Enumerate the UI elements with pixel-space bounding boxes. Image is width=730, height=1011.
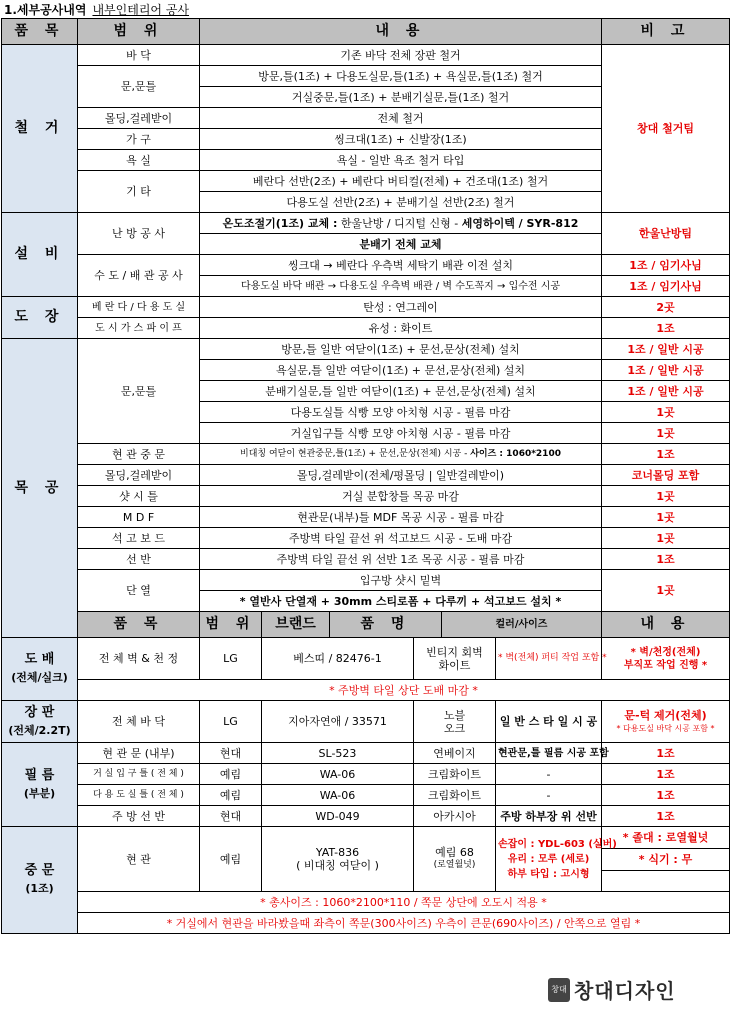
content-cell: 일 반 스 타 일 시 공 <box>496 701 602 743</box>
scope-cell: 전 체 바 닥 <box>78 701 200 743</box>
heating-model: 세영하이텍 / SYR-812 <box>461 216 579 230</box>
wallpaper-extra-row <box>2 680 730 701</box>
color-line: 빈티지 회벽 <box>426 645 483 659</box>
content-line: 유리 : 모루 (세로) <box>507 853 590 865</box>
brand-cell: 현대 <box>200 743 262 764</box>
header-item: 품 목 <box>2 19 78 45</box>
product-cell <box>262 827 414 892</box>
product-line: ( 비대칭 여닫이 ) <box>296 859 379 872</box>
brand-cell: LG <box>200 701 262 743</box>
film-row <box>2 785 730 806</box>
heating-label: 온도조절기(1조) 교체 : <box>222 216 338 230</box>
entrance-size: 사이즈 : 1060*2100 <box>470 448 561 459</box>
content-cell: 탄성 : 연그레이 <box>200 297 602 318</box>
content-cell: 거실입구틀 식빵 모양 아치형 시공 - 필름 마감 <box>200 423 602 444</box>
product-line: YAT-836 <box>315 846 360 859</box>
note-cell: 1조 / 임기사님 <box>602 276 730 297</box>
color-cell <box>414 701 496 743</box>
note-cell: 창대 철거팀 <box>602 45 730 213</box>
note-cell: 1곳 <box>602 486 730 507</box>
content-cell: 베란다 선반(2조) + 베란다 버티컬(전체) + 건조대(1조) 철거 <box>200 171 602 192</box>
content-cell: 기존 바닥 전체 장판 철거 <box>200 45 602 66</box>
color-cell: 연베이지 <box>414 743 496 764</box>
header-brand: 브랜드 <box>262 612 330 638</box>
scope-cell: 거 실 입 구 틀 ( 전 체 ) <box>78 764 200 785</box>
note-cell: 1조 / 임기사님 <box>602 255 730 276</box>
note-cell: 1곳 <box>602 423 730 444</box>
color-cell: 크림화이트 <box>414 785 496 806</box>
content-cell: * 열반사 단열재 + 30mm 스티로폼 + 다루끼 + 석고보드 설치 * <box>200 591 602 612</box>
brand-cell: 현대 <box>200 806 262 827</box>
note-cell: 1조 <box>602 318 730 339</box>
content-line: 손잡이 : YDL-603 (실버) <box>498 838 617 850</box>
middledoor-extra: * 총사이즈 : 1060*2100*110 / 쪽문 상단에 오도시 적용 * <box>78 892 730 913</box>
product-cell: WA-06 <box>262 785 414 806</box>
category-film <box>2 743 78 827</box>
category-wallpaper <box>2 638 78 701</box>
content-cell: 분배기 전체 교체 <box>200 234 602 255</box>
content-cell: 씽크대 → 베란다 우측벽 세탁기 배관 이전 설치 <box>200 255 602 276</box>
carpentry-row <box>2 528 730 549</box>
middledoor-cat-name: 중 문 <box>24 863 55 878</box>
content-cell: 방문,틀 일반 여닫이(1조) + 문선,문상(전체) 설치 <box>200 339 602 360</box>
entrance-detail: 비대칭 여닫이 현관중문,틀(1조) + 문선,문상(전체) 시공 - <box>240 448 471 459</box>
logo-text: 창대디자인 <box>574 979 676 1003</box>
note-cell: 1조 <box>602 785 730 806</box>
product-cell: 지아자연애 / 33571 <box>262 701 414 743</box>
note-cell: 1곳 <box>602 402 730 423</box>
film-cat-name: 필 름 <box>24 767 55 783</box>
category-paint: 도 장 <box>2 297 78 339</box>
scope-cell: 욕 실 <box>78 150 200 171</box>
note-cell: 1조 <box>602 743 730 764</box>
note-cell: 1조 <box>602 764 730 785</box>
content-cell: 현관문(내부)틀 MDF 목공 시공 - 필름 마감 <box>200 507 602 528</box>
middledoor-row <box>2 827 730 849</box>
note-cell: * 식기 : 무 <box>602 849 730 871</box>
color-line: 노블 <box>443 708 466 722</box>
header-scope: 범 위 <box>78 19 200 45</box>
note-cell: 코너몰딩 포함 <box>602 465 730 486</box>
logo-icon: 창대 <box>548 978 570 1002</box>
scope-cell: 문,문틀 <box>78 339 200 444</box>
brand-cell: LG <box>200 638 262 680</box>
content-cell: 방문,틀(1조) + 다용도실문,틀(1조) + 욕실문,틀(1조) 철거 <box>200 66 602 87</box>
content-cell <box>200 213 602 234</box>
note-cell: 1곳 <box>602 507 730 528</box>
scope-cell: 단 열 <box>78 570 200 612</box>
film-row <box>2 743 730 764</box>
scope-cell: 몰딩,걸레받이 <box>78 465 200 486</box>
carpentry-row <box>2 465 730 486</box>
carpentry-row <box>2 444 730 465</box>
flooring-row <box>2 701 730 743</box>
category-flooring <box>2 701 78 743</box>
brand-cell: 예림 <box>200 764 262 785</box>
wallpaper-cat-name: 도 배 <box>24 652 55 667</box>
header-scope: 범 위 <box>200 612 262 638</box>
scope-cell: 선 반 <box>78 549 200 570</box>
color-cell: 아카시아 <box>414 806 496 827</box>
color-cell <box>414 827 496 892</box>
scope-cell: 몰딩,걸레받이 <box>78 108 200 129</box>
note-cell: 1조 <box>602 549 730 570</box>
note-cell: * 졸대 : 로열월넛 <box>602 827 730 849</box>
scope-cell: 수 도 / 배 관 공 사 <box>78 255 200 297</box>
wallpaper-row <box>2 638 730 680</box>
category-facility: 설 비 <box>2 213 78 297</box>
paint-row <box>2 297 730 318</box>
scope-cell: 주 방 선 반 <box>78 806 200 827</box>
film-row <box>2 806 730 827</box>
brand-cell: 예림 <box>200 785 262 806</box>
content-cell: 몰딩,걸레받이(전체/평몰딩 | 일반걸레받이) <box>200 465 602 486</box>
scope-cell: M D F <box>78 507 200 528</box>
color-line: 화이트 <box>438 658 471 672</box>
category-middledoor <box>2 827 78 934</box>
content-cell: 분배기실문,틀 일반 여닫이(1조) + 문선,문상(전체) 설치 <box>200 381 602 402</box>
content-cell: 다용도실 선반(2조) + 분배기실 선반(2조) 철거 <box>200 192 602 213</box>
header-item: 품 목 <box>78 612 200 638</box>
note-line: * 다용도실 바닥 시공 포함 * <box>616 723 715 733</box>
content-cell: 욕실문,틀 일반 여닫이(1조) + 문선,문상(전체) 설치 <box>200 360 602 381</box>
scope-cell: 현 관 <box>78 827 200 892</box>
film-cat-spec: (부분) <box>23 786 56 800</box>
note-cell: 1조 <box>602 444 730 465</box>
note-cell: 1곳 <box>602 570 730 612</box>
color-line: 오크 <box>443 721 466 735</box>
note-cell: 2곳 <box>602 297 730 318</box>
middledoor-extra: * 거실에서 현관을 바라봤을때 좌측이 쪽문(300사이즈) 우측이 큰문(690사이즈) / 안쪽으로 열림 * <box>78 913 730 934</box>
page-title: 1.세부공사내역 <box>4 2 87 17</box>
content-cell: 입구방 샷시 밑벽 <box>200 570 602 591</box>
content-cell: 다용도실 바닥 배관 → 다용도실 우측벽 배관 / 벽 수도꼭지 → 입수전 시공 <box>200 276 602 297</box>
note-cell: 1곳 <box>602 528 730 549</box>
scope-cell: 기 타 <box>78 171 200 213</box>
carpentry-row <box>2 549 730 570</box>
content-cell: - <box>496 785 602 806</box>
content-cell: 주방벽 타일 끝선 위 선반 1조 목공 시공 - 필름 마감 <box>200 549 602 570</box>
brand-cell: 예림 <box>200 827 262 892</box>
color-cell: 크림화이트 <box>414 764 496 785</box>
paint-row <box>2 318 730 339</box>
carpentry-row <box>2 507 730 528</box>
category-carpentry: 목 공 <box>2 339 78 638</box>
note-cell <box>602 638 730 680</box>
facility-row <box>2 213 730 234</box>
film-row <box>2 764 730 785</box>
content-cell: * 벽(전체) 퍼티 작업 포함 * <box>496 638 602 680</box>
note-line: 문-턱 제거(전체) <box>624 708 707 722</box>
scope-cell: 난 방 공 사 <box>78 213 200 255</box>
note-cell: 1조 / 일반 시공 <box>602 381 730 402</box>
header-content: 내 용 <box>602 612 730 638</box>
middledoor-extra-row <box>2 892 730 913</box>
scope-cell: 바 닥 <box>78 45 200 66</box>
category-demolition: 철 거 <box>2 45 78 213</box>
product-cell: WA-06 <box>262 764 414 785</box>
scope-cell: 현 관 중 문 <box>78 444 200 465</box>
facility-row <box>2 255 730 276</box>
product-cell: WD-049 <box>262 806 414 827</box>
carpentry-row <box>2 570 730 591</box>
title-bar <box>0 0 730 18</box>
content-cell: 유성 : 화이트 <box>200 318 602 339</box>
wallpaper-cat-spec: (전체/실크) <box>11 671 68 684</box>
content-cell: 현관문,틀 필름 시공 포함 <box>496 743 602 764</box>
product-cell: SL-523 <box>262 743 414 764</box>
scope-cell: 도 시 가 스 파 이 프 <box>78 318 200 339</box>
content-cell <box>496 827 617 892</box>
scope-cell: 현 관 문 (내부) <box>78 743 200 764</box>
color-line: 예림 68 <box>435 846 474 859</box>
flooring-cat-name: 장 판 <box>24 704 55 720</box>
note-cell: 한울난방팀 <box>602 213 730 255</box>
content-cell: - <box>496 764 602 785</box>
color-line: (로열월넛) <box>433 860 476 870</box>
scope-cell: 석 고 보 드 <box>78 528 200 549</box>
note-cell: 1조 / 일반 시공 <box>602 339 730 360</box>
scope-cell: 전 체 벽 & 천 정 <box>78 638 200 680</box>
note-cell-empty <box>602 871 730 892</box>
wallpaper-extra: * 주방벽 타일 상단 도배 마감 * <box>78 680 730 701</box>
heating-detail: 한울난방 / 디지털 신형 - <box>337 216 462 230</box>
note-cell: 1조 <box>602 806 730 827</box>
color-cell <box>414 638 496 680</box>
content-cell: 다용도실틀 식빵 모양 아치형 시공 - 필름 마감 <box>200 402 602 423</box>
note-line: * 벽/천정(전체) <box>630 646 701 658</box>
note-cell <box>602 701 730 743</box>
carpentry-row <box>2 486 730 507</box>
content-cell: 거실중문,틀(1조) + 분배기실문,틀(1조) 철거 <box>200 87 602 108</box>
scope-cell: 가 구 <box>78 129 200 150</box>
note-cell: 1조 / 일반 시공 <box>602 360 730 381</box>
carpentry-row <box>2 339 730 360</box>
content-cell: 주방 하부장 위 선반 <box>496 806 602 827</box>
content-cell <box>200 444 602 465</box>
flooring-cat-spec: (전체/2.2T) <box>8 723 71 737</box>
header-row-2 <box>2 612 730 638</box>
header-content: 내 용 <box>200 19 602 45</box>
scope-cell: 샷 시 틀 <box>78 486 200 507</box>
header-row-1 <box>2 19 730 45</box>
page-subtitle: 내부인테리어 공사 <box>92 2 190 17</box>
work-table <box>1 18 730 934</box>
content-line: 하부 타입 : 고시형 <box>507 868 590 880</box>
note-line: 부직포 작업 진행 * <box>623 659 708 671</box>
scope-cell: 다 용 도 실 틀 ( 전 체 ) <box>78 785 200 806</box>
scope-cell: 베 란 다 / 다 용 도 실 <box>78 297 200 318</box>
header-note: 비 고 <box>602 19 730 45</box>
middledoor-extra-row <box>2 913 730 934</box>
content-cell: 씽크대(1조) + 신발장(1조) <box>200 129 602 150</box>
content-cell: 주방벽 타일 끝선 위 석고보드 시공 - 도배 마감 <box>200 528 602 549</box>
company-logo <box>548 975 676 1004</box>
demo-row <box>2 45 730 66</box>
content-cell: 전체 철거 <box>200 108 602 129</box>
middledoor-cat-spec: (1조) <box>25 882 54 895</box>
content-cell: 거실 분합창틀 목공 마감 <box>200 486 602 507</box>
scope-cell: 문,문틀 <box>78 66 200 108</box>
header-product: 품 명 <box>330 612 442 638</box>
header-color: 컬러/사이즈 <box>442 612 602 638</box>
content-cell: 욕실 - 일반 욕조 철거 타입 <box>200 150 602 171</box>
product-cell: 베스띠 / 82476-1 <box>262 638 414 680</box>
